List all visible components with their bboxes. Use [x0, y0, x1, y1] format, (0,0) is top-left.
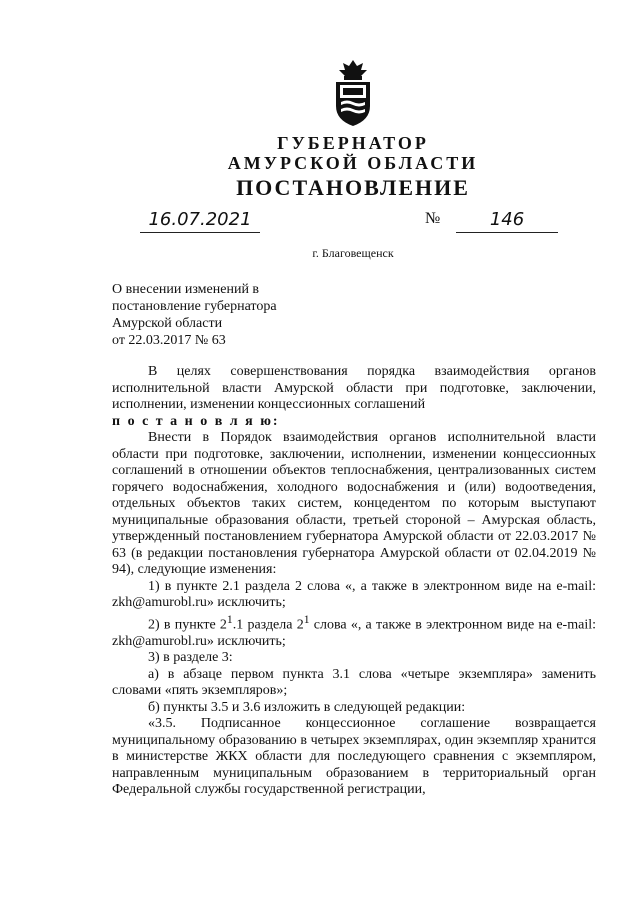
subject-line: О внесении изменений в: [112, 282, 260, 297]
number-label: №: [425, 210, 441, 227]
coat-of-arms-emblem: [331, 58, 375, 128]
item-1: 1) в пункте 2.1 раздела 2 слова «, а также в электронном виде на e-mail: zkh@amurobl.ru» исключить;: [112, 578, 596, 610]
item-2-part: .1 раздела 2: [232, 617, 304, 633]
item-2: [112, 612, 596, 651]
main-paragraph: Внести в Порядок взаимодействия органов исполнительной власти области при подготовке, заключении, исполнении, изменении концессионных соглашений в отношении объектов теплоснабжения, централизованных систем горячего водоснабжения, холодного водоснабжения и (или) водоотведения, отдельных объектов таких систем, концедентом по которым выступают муниципальные образования области, третьей стороной – Амурская область, утвержденный постановлением губернатора Амурской области от 22.03.2017 № 63 (в редакции постановления губернатора Амурской области от 02.04.2019 № 94), следующие изменения:: [112, 430, 596, 577]
subject-line: от 22.03.2017 № 63: [112, 333, 226, 348]
city-name: г. Благовещенск: [312, 246, 394, 260]
document-body: [112, 364, 596, 799]
resolve-word: п о с т а н о в л я ю:: [112, 413, 280, 429]
item-3b: б) пункты 3.5 и 3.6 изложить в следующей редакции:: [148, 699, 466, 715]
superscript: 1: [226, 612, 233, 626]
item-3a: а) в абзаце первом пункта 3.1 слова «четыре экземпляра» заменить словами «пять экземпляров»;: [112, 666, 596, 699]
document-date: 16.07.2021: [140, 208, 260, 233]
item-3: 3) в разделе 3:: [148, 650, 233, 666]
item-2-part: слова «, а также в электронном виде на e-mail: zkh@amurobl.ru» исключить;: [112, 617, 596, 649]
item-2-part: 2) в пункте 2: [148, 617, 227, 633]
subject-line: постановление губернатора: [112, 299, 277, 314]
superscript: 1: [303, 612, 310, 626]
header-region: АМУРСКОЙ ОБЛАСТИ: [227, 153, 479, 173]
intro-paragraph: В целях совершенствования порядка взаимодействия органов исполнительной власти Амурской области при подготовке, заключении, исполнении, изменении концессионных соглашений: [112, 364, 596, 412]
document-type: ПОСТАНОВЛЕНИЕ: [236, 175, 470, 200]
document-number: 146: [456, 208, 558, 233]
subject-block: [112, 281, 277, 349]
header-title: ГУБЕРНАТОР: [277, 133, 429, 153]
subject-line: Амурской области: [112, 316, 223, 331]
clause-3-5: «3.5. Подписанное концессионное соглашение возвращается муниципальному образованию в четырех экземплярах, один экземпляр хранится в министерстве ЖКХ области для последующего сравнения с экземпляром, направленным муниципальным образованием в территориальный орган Федеральной службы государственной регистрации,: [112, 716, 596, 798]
